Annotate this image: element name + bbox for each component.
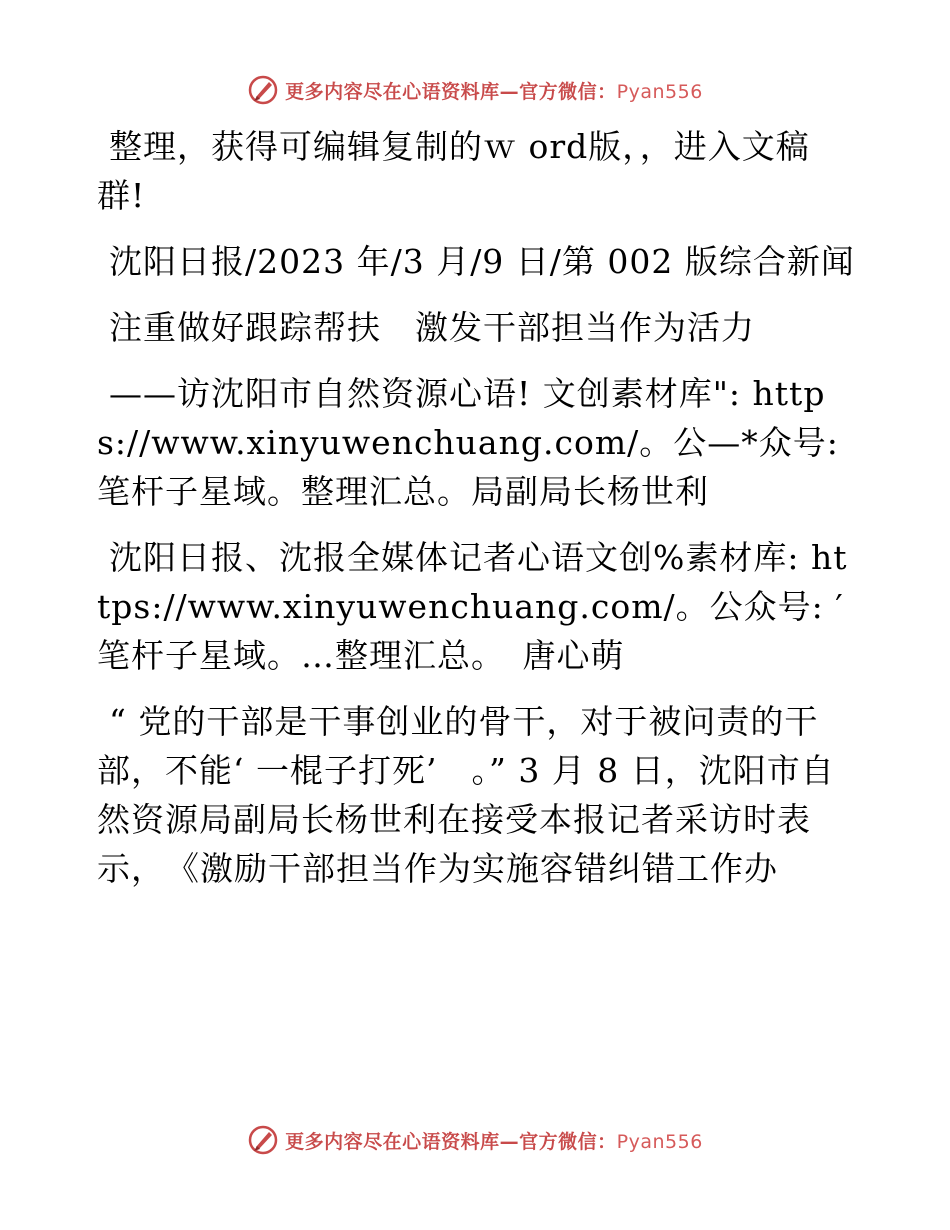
wechat-handle: Pyan556 — [616, 1130, 703, 1153]
quill-logo-icon — [247, 1124, 279, 1156]
document-body — [97, 122, 857, 910]
body-paragraph: “ 党的干部是干事创业的骨干，对于被问责的干部，不能‘ 一棍子打死’ 。” 3 月 8 日，沈阳市自然资源局副局长杨世利在接受本报记者采访时表示， 《激励干部担当作为实施容错纠错工作办 — [97, 702, 835, 888]
footer-banner — [0, 1120, 950, 1160]
banner-text: 更多内容尽在心语资料库—官方微信：Pyan556 — [285, 1130, 703, 1153]
wechat-handle: Pyan556 — [616, 80, 703, 103]
source-line: 沈阳日报/2023 年/3 月/9 日/第 002 版综合新闻 — [109, 242, 855, 281]
article-title: 注重做好跟踪帮扶 激发干部担当作为活力 — [109, 308, 755, 347]
header-banner — [0, 70, 950, 110]
article-subtitle: ——访沈阳市自然资源心语! 文创素材库": https://www.xinyuwenchuang.com/。公—*众号: 笔杆子星域。整理汇总。局副局长杨世利 — [97, 374, 839, 511]
intro-paragraph: 整理，获得可编辑复制的ｗ ord版，，进入文稿群! — [97, 127, 810, 215]
byline: 沈阳日报、沈报全媒体记者心语文创%素材库: https://www.xinyuwenchuang.com/。公众号: ′笔杆子星域。…整理汇总。 唐心萌 — [97, 538, 848, 675]
quill-logo-icon — [247, 74, 279, 106]
banner-text: 更多内容尽在心语资料库—官方微信：Pyan556 — [285, 80, 703, 103]
